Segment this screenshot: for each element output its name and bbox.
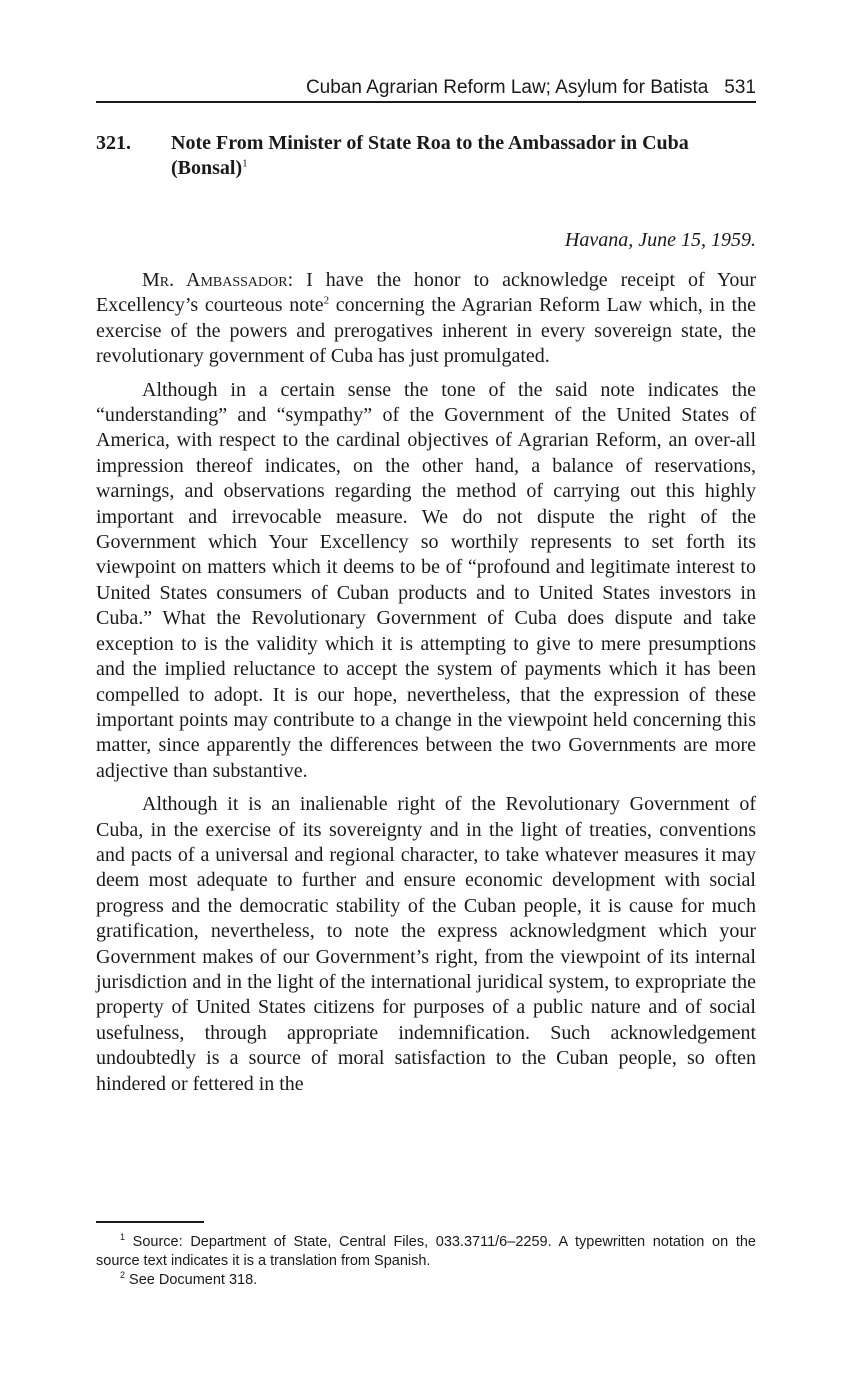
footnote-1-marker: 1 [120,1232,126,1243]
footnote-2-marker: 2 [120,1270,126,1281]
page-number: 531 [724,77,756,98]
paragraph-1-text-a: I have the honor to acknowledge receipt of Your Excellency’s courteous note [96,269,756,317]
footnote-1-text: Source: Department of State, Central Files, 033.3711/6–2259. A typewritten notation on the source text indicates it is a translation from Spanish. [96,1234,756,1269]
dateline: Havana, June 15, 1959. [564,229,756,251]
paragraph-1 [96,268,756,370]
footnote-ref-2[interactable]: 2 [323,294,330,307]
footnote-2-text: See Document 318. [125,1272,258,1288]
footnotes [96,1233,756,1290]
document-body [96,268,756,1105]
footnote-ref-1[interactable]: 1 [242,157,248,170]
footnote-rule [96,1221,204,1223]
salutation: Mr. Ambassador: [142,269,294,291]
paragraph-3: Although it is an inalienable right of the Revolutionary Government of Cuba, in the exercise of its sovereignty and in the light of treaties, conventions and pacts of a universal and regional character, to take whatever measures it may deem most adequate to further and ensure economic development with social progress and the democratic stability of the Cuban people, it is cause for much gratification, nevertheless, to note the express acknowledgment which your Government makes of our Government’s right, from the viewpoint of its internal jurisdiction and in the light of the international juridical system, to expropriate the property of United States citizens for purposes of a public nature and of social usefulness, through appropriate indemnification. Such acknowledgement undoubtedly is a source of moral satisfaction to the Cuban people, so often hindered or fettered in the [96,793,756,1095]
header-rule [96,101,756,103]
document-title: Note From Minister of State Roa to the Ambassador in Cuba (Bonsal) [171,132,689,179]
footnote-1 [96,1233,756,1271]
running-head-title: Cuban Agrarian Reform Law; Asylum for Batista [305,77,709,98]
paragraph-1-text-b: concerning the Agrarian Reform Law which, in the exercise of the powers and prerogatives inherent in every sovereign state, the revolutionary government of Cuba has just promulgated. [96,294,756,368]
paragraph-2: Although in a certain sense the tone of the said note indicates the “understanding” and “sympathy” of the Government of the United States of America, with respect to the cardinal objectives of Agrarian Reform, an over-all impression thereof indicates, on the other hand, a balance of reservations, warnings, and observations regarding the method of carrying out this highly important and irrevocable measure. We do not dispute the right of the Government which Your Excellency so worthily represents to set forth its viewpoint on matters which it deems to be of “profound and legitimate interest to United States consumers of Cuban products and to United States investors in Cuba.” What the Revolutionary Government of Cuba does dispute and take exception to is the validity which it is attempting to give to mere presumptions and the implied reluctance to accept the system of payments which it has been compelled to adopt. It is our hope, nevertheless, that the expression of these important points may contribute to a change in the viewpoint held concerning this matter, since apparently the differences between the two Governments are more adjective than substantive. [96,378,756,782]
document-title-block [171,131,731,181]
document-heading [96,131,756,181]
running-head [96,76,756,100]
document-number: 321. [96,132,131,154]
footnote-2 [96,1271,756,1290]
